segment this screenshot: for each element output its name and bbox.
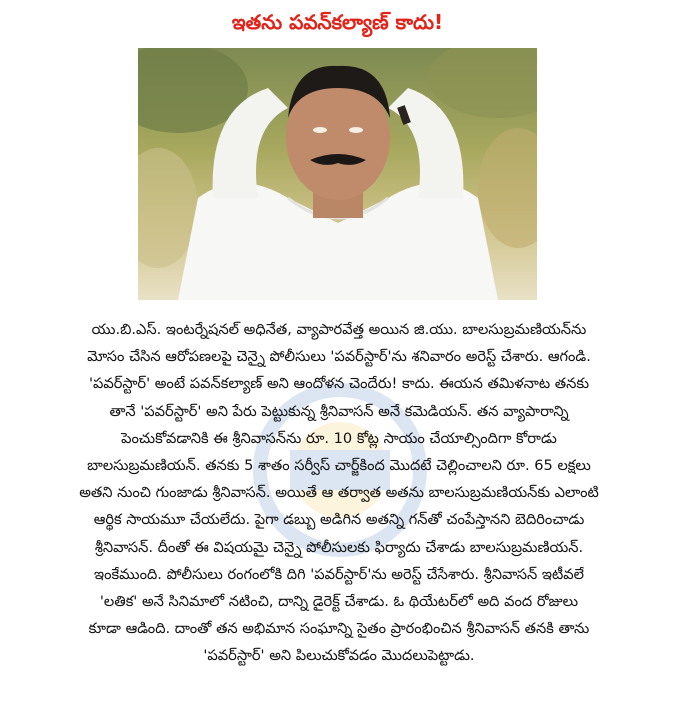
- article-line: శ్రీనివాసన్. దీంతో ఈ విషయమై చెన్నై పోలీసులకు ఫిర్యాదు చేశాడు బాలసుబ్రమణియన్.: [94, 538, 584, 556]
- article-line: 'పవర్‌స్టార్' అని పిలుచుకోవడం మొదలుపెట్టాడు.: [203, 647, 475, 665]
- article-line: పెంచుకోవడానికి ఈ శ్రీనివాసన్‌ను రూ. 10 కోట్ల సాయం చేయాల్సిందిగా కోరాడు: [121, 429, 557, 447]
- article-line: బాలసుబ్రమణియన్. తనకు 5 శాతం సర్వీస్ చార్జ్‌కింద మొదటే చెల్లించాలని రూ. 65 లక్షలు: [87, 457, 591, 475]
- article-line: అతని నుంచి గుంజాడు శ్రీనివాసన్. అయితే ఆ తర్వాత అతను బాలసుబ్రమణియన్‌కు ఎలాంటి: [79, 484, 599, 502]
- article-line: 'పవర్‌స్టార్' అంటే పవన్‌కల్యాణ్ అని ఆందోళన చెందేరు! కాదు. ఈయన తమిళనాట తనకు: [88, 375, 590, 393]
- article-line: కూడా ఆడింది. దాంతో తన అభిమాన సంఘాన్ని సైతం ప్రారంభించిన శ్రీనివాసన్ తనకి తాను: [88, 620, 590, 638]
- article-line: యు.బి.ఎస్. ఇంటర్నేషనల్ అధినేత, వ్యాపారవేత్త అయిన జి.యు. బాలసుబ్రమణియన్‌ను: [91, 321, 587, 338]
- article-photo: [138, 48, 537, 300]
- article-line: మోసం చేసిన ఆరోపణలపై చెన్నై పోలీసులు 'పవర్‌స్టార్'ను శనివారం అరెస్ట్ చేశారు. ఆగండి.: [87, 348, 591, 366]
- article-line: తానే 'పవర్‌స్టార్' అని పేరు పెట్టుకున్న శ్రీనివాసన్ అనే కమెడియన్. తన వ్యాపారాన్ని: [109, 402, 569, 420]
- article-line: ఇంకేముంది. పోలీసులు రంగంలోకి దిగి 'పవర్‌స్టార్'ను అరెస్ట్ చేసేశారు. శ్రీనివాసన్ ఇటీవలే: [94, 565, 584, 583]
- headline: ఇతను పవన్‌కల్యాణ్ కాదు!: [231, 10, 444, 34]
- article-line: 'లతిక' అనే సినిమాలో నటించి, దాన్ని డైరెక్ట్ చేశాడు. ఓ థియేటర్‌లో అది వంద రోజులు: [99, 593, 579, 611]
- article-line: ఆర్థిక సాయమూ చేయలేదు. పైగా డబ్బు అడిగిన అతన్ని గన్‌తో చంపేస్తానని బెదిరించాడు: [93, 511, 585, 529]
- article-body: [34, 316, 644, 670]
